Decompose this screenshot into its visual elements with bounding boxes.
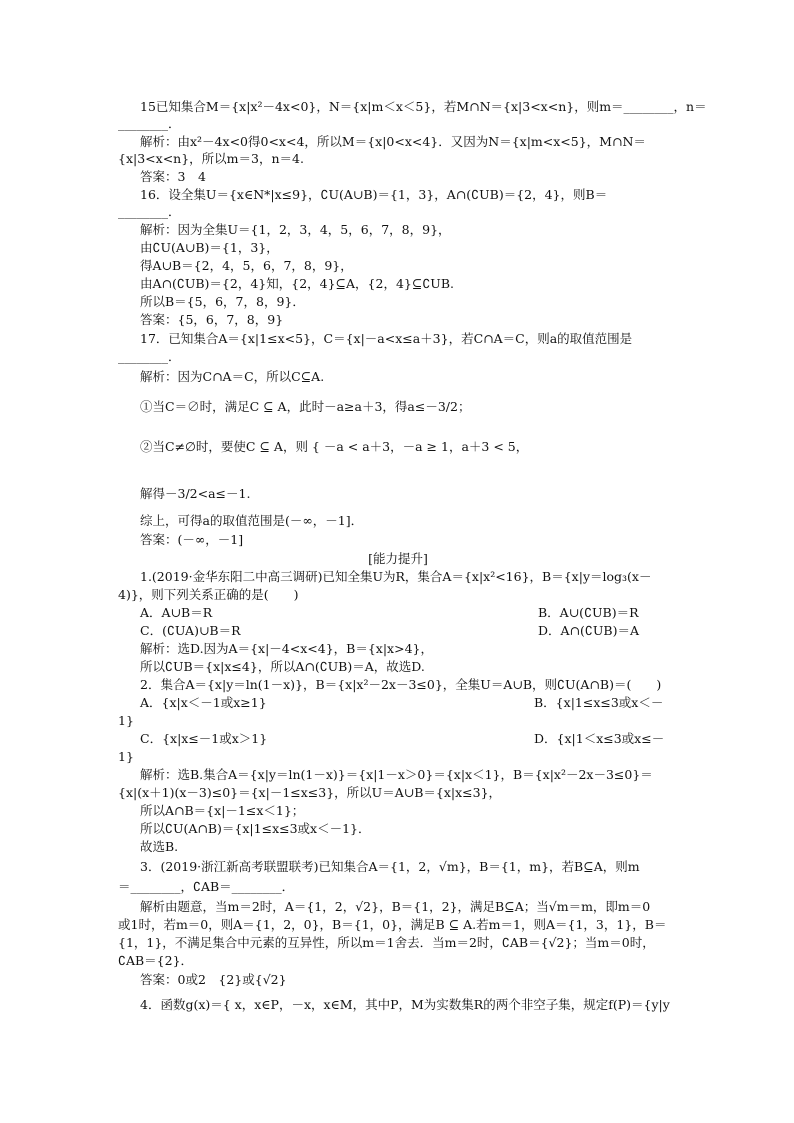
- option-b: B．{x|1≤x≤3或x＜－: [534, 695, 664, 710]
- question-15-blank-line: ________．: [118, 116, 181, 131]
- solution-line: 解得－3/2<a≤－1.: [140, 486, 251, 501]
- option-c: C．(∁UA)∪B＝R: [140, 623, 241, 638]
- solution-line: 所以∁UB＝{x|x≤4}，所以A∩(∁UB)＝A，故选D.: [140, 659, 425, 674]
- solution-line: 由A∩(∁UB)＝{2，4}知，{2，4}⊆A，{2，4}⊆∁UB.: [140, 276, 454, 291]
- solution-line: {x|3<x<n}，所以m＝3，n＝4.: [118, 151, 304, 166]
- solution-line: 所以∁U(A∩B)＝{x|1≤x≤3或x＜－1}．: [140, 821, 371, 836]
- solution-line: 所以A∩B＝{x|－1≤x＜1}；: [140, 803, 305, 818]
- solution-case-2-line: ②当C≠∅时，要使C ⊆ A，则 { －a < a＋3，－a ≥ 1，a＋3 < 5，: [140, 439, 529, 454]
- solution-line: {1，1}，不满足集合中元素的互异性，所以m＝1舍去．当m＝2时，∁AB＝{√2}；当m＝0时，: [118, 935, 655, 950]
- answer-line: 答案：0或2 {2}或{√2}: [140, 972, 287, 987]
- option-b-continued: 1}: [118, 713, 134, 728]
- solution-line: 解析由题意，当m＝2时，A＝{1，2，√2}，B＝{1，2}，满足B⊆A；当√m＝m，即m＝0: [140, 899, 651, 914]
- solution-case-1-line: ①当C＝∅时，满足C ⊆ A，此时－a≥a＋3，得a≤－3/2；: [140, 399, 471, 414]
- option-a: A．{x|x＜－1或x≥1}: [140, 695, 267, 710]
- question-1-line: 1.(2019·金华东阳二中高三调研)已知全集U为R，集合A＝{x|x²<16}，B＝{x|y＝log₃(x－: [140, 569, 652, 584]
- solution-line: 或1时，若m＝0，则A＝{1，2，0}，B＝{1，0}，满足B ⊆ A.若m＝1，则A＝{1，3，1}，B＝: [118, 917, 667, 932]
- solution-line: 综上，可得a的取值范围是(－∞，－1]．: [140, 513, 364, 528]
- solution-line: 解析：因为C∩A＝C，所以C⊆A.: [140, 369, 325, 384]
- question-4-line: 4．函数g(x)＝{ x，x∈P，－x，x∈M，其中P，M为实数集R的两个非空子集，规定f(P)＝{y|y: [140, 997, 670, 1012]
- option-d: D．{x|1＜x≤3或x≤－: [534, 731, 665, 746]
- question-3-line: 3．(2019·浙江新高考联盟联考)已知集合A＝{1，2，√m}，B＝{1，m}，若B⊆A，则m: [140, 859, 640, 874]
- solution-line: 所以B＝{5，6，7，8，9}．: [140, 294, 305, 309]
- question-17-line: 17．已知集合A＝{x|1≤x<5}，C＝{x|－a<x≤a＋3}，若C∩A＝C，则a的取值范围是: [140, 331, 633, 346]
- question-16-line: 16．设全集U＝{x∈N*|x≤9}，∁U(A∪B)＝{1，3}，A∩(∁UB)＝{2，4}，则B＝: [140, 187, 608, 202]
- answer-line: 答案：3 4: [140, 169, 206, 184]
- option-b: B．A∪(∁UB)＝R: [538, 605, 639, 620]
- option-a: A．A∪B＝R: [140, 605, 213, 620]
- solution-line: 得A∪B＝{2，4，5，6，7，8，9}，: [140, 258, 353, 273]
- question-17-blank-line: ________．: [118, 349, 181, 364]
- solution-line: 解析：选D.因为A＝{x|－4<x<4}，B＝{x|x>4}，: [140, 641, 433, 656]
- solution-line: 由∁U(A∪B)＝{1，3}，: [140, 240, 279, 255]
- solution-line: 解析：因为全集U＝{1，2，3，4，5，6，7，8，9}，: [140, 222, 451, 237]
- section-heading: [能力提升]: [368, 551, 428, 566]
- answer-line: 答案：(－∞，－1]: [140, 532, 244, 547]
- question-3-blank-line: ＝________，∁AB＝________．: [118, 879, 295, 894]
- question-15-line: 15已知集合M＝{x|x²－4x<0}，N＝{x|m＜x＜5}，若M∩N＝{x|3<x<n}，则m＝________，n＝: [140, 99, 707, 114]
- question-1-line: 4)}，则下列关系正确的是( ): [118, 587, 299, 602]
- solution-line: 解析：由x²－4x<0得0<x<4，所以M＝{x|0<x<4}．又因为N＝{x|m<x<5}，M∩N＝: [140, 134, 646, 149]
- solution-line: ∁AB＝{2}．: [118, 953, 194, 968]
- option-d: D．A∩(∁UB)＝A: [538, 623, 639, 638]
- option-c: C．{x|x≤－1或x＞1}: [140, 731, 268, 746]
- option-d-continued: 1}: [118, 749, 134, 764]
- solution-line: {x|(x＋1)(x－3)≤0}＝{x|－1≤x≤3}，所以U＝A∪B＝{x|x≤3}，: [118, 785, 502, 800]
- answer-line: 答案：{5，6，7，8，9}: [140, 312, 284, 327]
- solution-line: 解析：选B.集合A＝{x|y＝ln(1－x)}＝{x|1－x＞0}＝{x|x＜1}，B＝{x|x²－2x－3≤0}＝: [140, 767, 653, 782]
- question-2-line: 2．集合A＝{x|y＝ln(1－x)}，B＝{x|x²－2x－3≤0}，全集U＝A∪B，则∁U(A∩B)＝( ): [140, 677, 662, 692]
- question-16-blank-line: ________．: [118, 204, 181, 219]
- solution-line: 故选B.: [140, 839, 179, 854]
